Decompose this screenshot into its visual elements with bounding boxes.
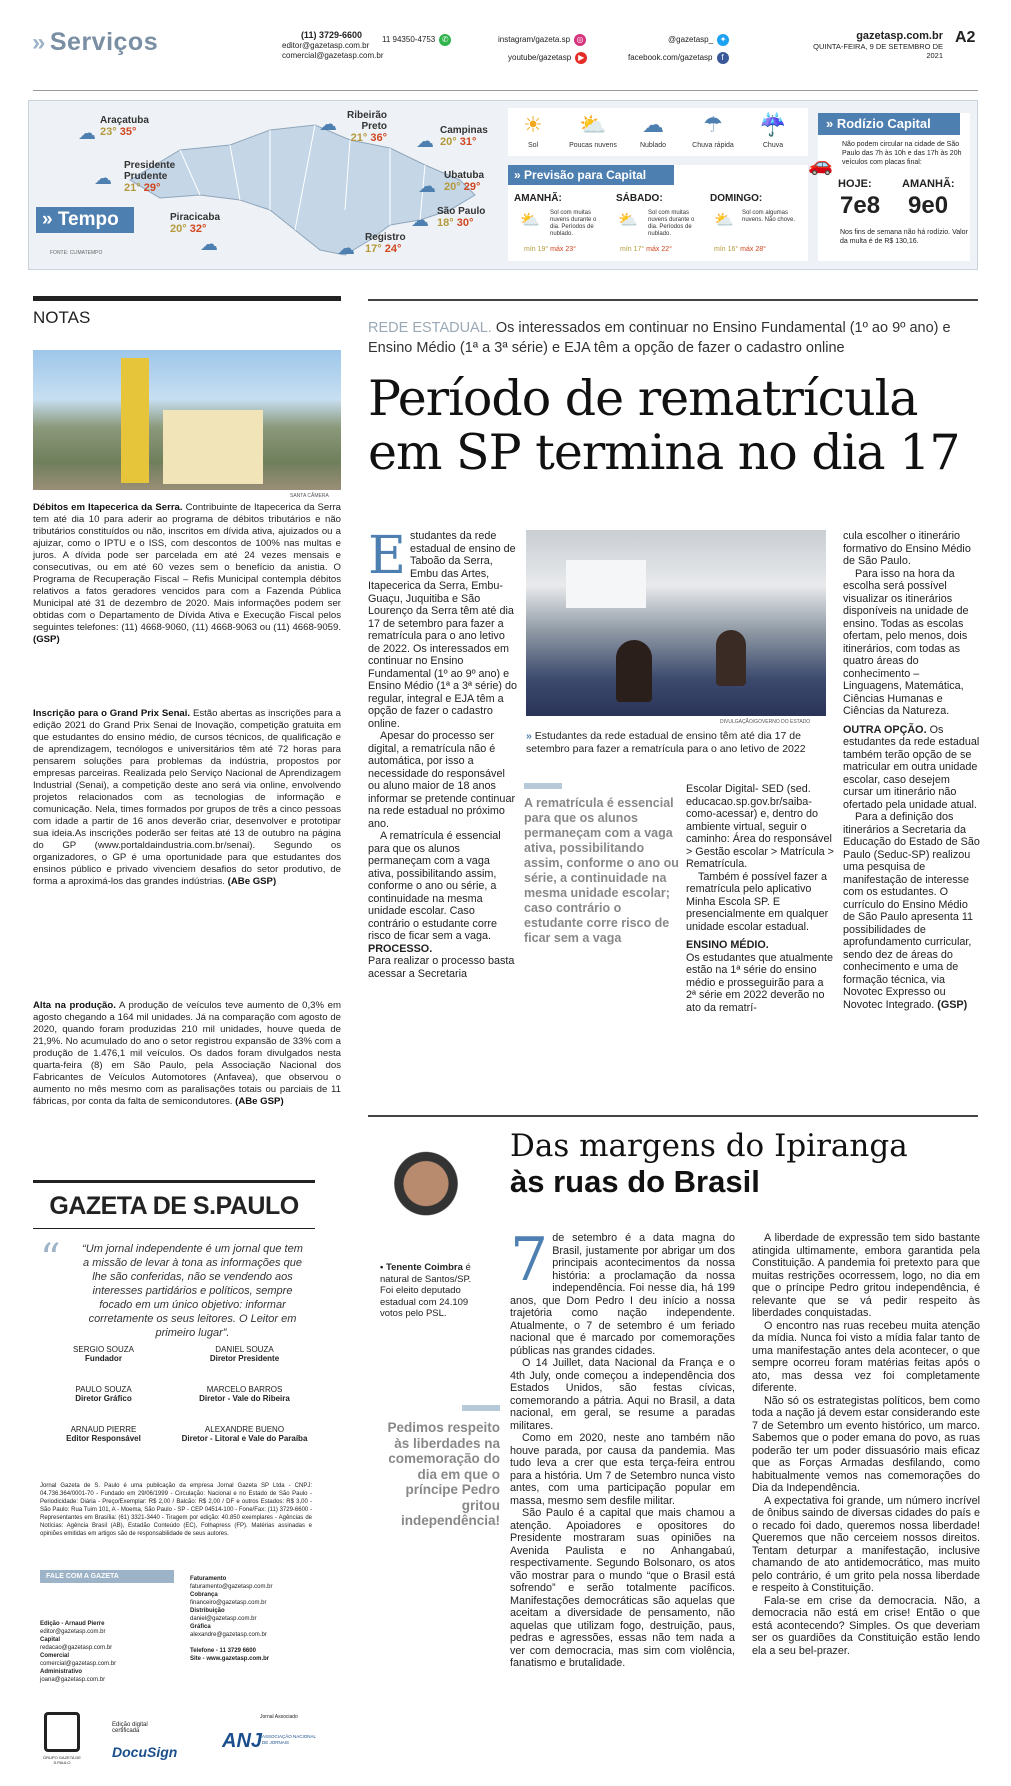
legend-rain: ☔ Chuva [748,108,798,149]
instagram-icon: ◎ [574,34,586,46]
student-figure [716,630,746,686]
editor-email[interactable]: editor@gazetasp.com.br [282,41,370,50]
youtube-link[interactable]: youtube/gazetasp ▶ [508,52,587,64]
double-chevron-icon: » [826,116,837,131]
grupo-gazeta-logo [44,1712,80,1752]
notas-photo-credit: SANTA CÂMERA [290,493,329,499]
article-headline: Período de rematrícula em SP termina no dia 17 [368,370,960,481]
cloud-icon: ☁ [642,112,664,137]
sun-cloud-icon: ☁ [411,210,429,230]
sun-cloud-icon: ☁ [418,176,436,196]
rain-cloud-icon: ☂ [703,112,723,137]
gazeta-motto: “Um jornal independente é um jornal que tem a missão de levar à tona as informações que lhe são conferidas, não se vendendo aos interesses partidários e políticos, sempre focado em um único objetivo: informar corretamente os seus leitores. O Leitor em primeiro lugar”. [82,1243,303,1339]
header-divider [33,90,978,91]
gazeta-contacts-left: Edição - Arnaud Pierre editor@gazetasp.com.br Capital redacao@gazetasp.com.br Comercial comercial@gazetasp.com.br Administrativo joana@gazetasp.com.br [40,1621,117,1683]
city-piracicaba: Piracicaba 20° 32° ☁ [170,212,221,254]
rain-icon: ☔ [759,112,787,137]
sun-cloud-icon: ⛅ [520,212,540,229]
sun-cloud-icon: ☁ [94,168,112,188]
double-chevron-icon: » [514,168,525,182]
weather-source: FONTE: CLIMATEMPO [50,250,103,256]
pull-quote: A rematrícula é essencial para que os alunos permaneçam com a vaga ativa, possibilitando assim, conforme o ano ou série, a continuidade na mesma unidade escolar; caso contrário o estudante corre risco de ficar sem a vaga [524,796,679,945]
opinion-col-2: A liberdade de expressão tem sido bastante atingida ultimamente, embora garantida pela Constituição. A pandemia foi pretexto para que muitas restrições ocorressem, logo, no dia em que o príncipe Pedro gritou independência, é relevante que se vá pedir respeito às liberdades conquistadas. O encontro nas ruas recebeu muita atenção da mídia. Nunca foi visto a mídia falar tanto de uma manifestação antes dela acontecer, o que sempre ocorreu foram matérias feitas após o ato, mas dessa vez foi completamente diferente. Não só os estrategistas políticos, bem como toda a nação já devem estar considerando este 7 de Setembro um evento histórico, um marco. Sabemos que o poder emana do povo, as ruas poderão ter um poder dissuasório mais eficaz que as Forças Armadas desfilando, como habitualmente vemos nas comemorações do Dia da Independência. A expectativa foi grande, um número incrível de ônibus saindo de diversas cidades do país e o recado foi dado, queremos nossa liberdade! Queremos que não cerceiem nossos direitos. Tentam deturpar a manifestação, inclusive chamando de ato antidemocrático, mas muito pelo contrário, é um grito pela nossa liberdade e respeito à Constituição. Fala-se em crise da democracia. Não, a democracia não está em crise! Então o que está acontecendo? Simples. Os que deveriam ser os guardiões da Constituição estão lendo ela a seu bel-prazer. [752,1232,980,1657]
edicao-digital-label: Edição digital certificada [112,1722,148,1734]
legend-cloudy: ☁ Nublado [628,108,678,149]
sun-cloud-icon: ⛅ [579,112,607,137]
instagram-link[interactable]: instagram/gazeta.sp ◎ [498,34,586,46]
whatsapp-icon: ✆ [439,34,451,46]
city-aracatuba: ☁ Araçatuba 23° 35° [78,115,149,143]
docusign-logo: DocuSign [112,1744,178,1760]
quote-mark-icon: “ [40,1236,61,1282]
tempo-label: » Tempo [36,207,134,233]
sun-cloud-icon: ☁ [416,131,434,151]
anj-logo: ANJ [222,1730,263,1752]
city-registro: ☁ Registro 17° 24° [337,232,406,258]
article-col-1: Estudantes da rede estadual de ensino de Taboão da Serra, Embu das Artes, Itapecerica da Serra, Embu-Guaçu, Juquitiba e São Lourenço da Serra têm até dia 17 de setembro para fazer a rematrícula para o ano letivo de 2022. Os interessados em continuar no Ensino Fundamental (1º ao 9º ano) e Ensino Médio (1ª a 3ª série) do regular, integral e EJA têm a opção de fazer o cadastro online. Apesar do processo ser digital, a rematrícula não é automática, por isso a necessidade do responsável ou aluno maior de 18 anos informar se pretende continuar na rede estadual no próximo ano. A rematrícula é essencial para que os alunos permaneçam com a vaga ativa, possibilitando assim, conforme o ano ou série, a continuidade na mesma unidade escolar. Caso contrário o estudante corre risco de ficar sem a vaga. PROCESSO. Para realizar o processo basta acessar a Secretaria [368,526,518,980]
edition-date: QUINTA-FEIRA, 9 DE SETEMBRO DE 2021 [813,42,943,60]
sun-cloud-icon: ☁ [319,114,337,134]
gazeta-legal-text: Jornal Gazeta de S. Paulo é uma publicação da empresa Jornal Gazeta SP Ltda - CNPJ: 04.736.364/0001-70 - Fundado em 29/06/1999 - Circulação: Nacional e no Estado de São Paulo - Periodicidade: Diária - Preço/Exemplar: R$ 2,00 / Balcão: R$ 2,00 / DF e outros Estados: R$ 3,00 - São Paulo: Rua Tuim 101, A - Moema, São Paulo - SP - CEP 04514-100 - Fone/Fax: (11) 3729-6600 - Representantes em Brasília: (61) 3321-3440 - Tiragem por edição: 40.850 exemplares - Agências de Notícias: Agência Brasil (AB), Estadão Conteúdo (EC), Folhapress (FP). Matérias assinadas e opiniões emitidas em artigos são de responsabilidade de seus autores. [40,1483,312,1537]
gazeta-divider [33,1228,315,1229]
article-lead-paragraph: Estudantes da rede estadual de ensino de Taboão da Serra, Embu das Artes, Itapecerica da Serra, Embu-Guaçu, Juquitiba e São Lourenço da Serra têm até dia 17 de setembro para fazer a rematrícula para o ano letivo de 2022. Os interessados em continuar no Ensino Fundamental (1º ao 9º ano) e Ensino Médio (1ª a 3ª série) do regular, integral e EJA têm a opção de fazer o cadastro online. [368,526,518,730]
photo-credit: DIVULGAÇÃO/GOVERNO DO ESTADO [720,719,811,725]
jornal-associado-label: Jornal Associado [260,1714,298,1720]
legend-quick-rain: ☂ Chuva rápida [688,108,738,149]
grupo-gazeta-label: GRUPO GAZETA DE S.PAULO [43,1755,81,1765]
sun-cloud-icon: ☁ [200,234,218,254]
anj-subtitle: ASSOCIAÇÃO NACIONAL DE JORNAIS [262,1734,316,1745]
rodizio-amanha-value: 9e0 [908,192,949,219]
quote-bar [524,783,562,789]
article-col-3: Escolar Digital- SED (sed. educacao.sp.gov.br/saiba-como-acessar) e, dentro do ambiente virtual, seguir o caminho: Área do responsável > Gestão escolar > Matrícula > Rematrícula. Também é possível fazer a rematrícula pelo aplicativo Minha Escola SP. E presencialmente em qualquer unidade escolar estadual. ENSINO MÉDIO. Os estudantes que atualmente estão na 1ª série do ensino médio e prosseguirão para a 2ª série em 2022 deverão no ato da rematrí- [686,783,834,1014]
nota-3: Alta na produção. A produção de veículos teve aumento de 0,3% em agosto chegando a 164 mil unidades. Já na comparação com agosto de 2020, quando foram produzidas 210 mil unidades, houve queda de 21,9%. No acumulado do ano o setor registrou expansão de 33% com a produção de 1.476,1 mil veículos. Os dados foram divulgados nesta quarta-feira (8) em São Paulo, pela Associação Nacional dos Fabricantes de Veículos Automotores (Anfavea), que observou o aumento no mês mesmo com as paralisações totais ou parciais de 11 fábricas, por conta da falta de semicondutores. (ABe GSP) [33,1000,341,1107]
fale-com-gazeta: FALE COM A GAZETA [40,1570,174,1583]
rodizio-text: Não podem circular na cidade de São Paulo das 7h às 10h e das 17h às 20h veículos com placas final: [842,141,962,166]
facebook-icon: f [717,52,729,64]
sun-cloud-icon: ☁ [78,123,96,143]
opinion-headline: Das margens do Ipiranga às ruas do Brasil [510,1128,908,1199]
rodizio-note: Nos fins de semana não há rodízio. Valor da multa é de R$ 130,16. [840,229,968,245]
notas-top-bar [33,296,341,301]
city-ribeirao-preto: ☁ Ribeirão Preto 21° 36° [319,110,388,144]
double-chevron-icon: » [526,730,535,742]
legend-few-clouds: ⛅ Poucas nuvens [568,108,618,149]
forecast-days: AMANHÃ: Sol com muitas nuvens durante o dia. Períodos de nublado. ⛅ mín 19° máx 23° SÁBADO: Sol com muitas nuvens durante o dia. Períodos de nublado. ⛅ mín 17° máx 22° DOMINGO: Sol com algumas nuvens. Não chove. ⛅ mín 16° máx 28° [514,193,796,253]
youtube-icon: ▶ [575,52,587,64]
weather-legend [508,108,808,156]
car-icon: 🚗 [808,154,833,176]
drop-cap: E [368,526,406,586]
sun-cloud-icon: ⛅ [618,212,638,229]
twitter-link[interactable]: @gazetasp_ ✦ [668,34,729,46]
author-name: • Tenente Coimbra [380,1262,463,1273]
gazeta-contacts-right: Faturamento faturamento@gazetasp.com.br Cobrança financeiro@gazetasp.com.br Distribuição daniel@gazetasp.com.br Gráfica alexandre@gazetasp.com.br Telefone - 11 3729 6600 Site - www.gazetasp.com.br [190,1576,273,1662]
city-campinas: ☁ Campinas 20° 31° [416,125,488,151]
nota-2: Inscrição para o Grand Prix Senai. Estão abertas as inscrições para a edição 2021 do Grand Prix Senai de Inovação, competição gratuita em que estudantes do ensino médio, de cursos técnicos, de qualificação e de aprendizagem, tecnólogos e universitários têm até 72 horas para pensarem soluções para problemas da indústria, propostos por empresas parceiras. Realizada pelo Serviço Nacional de Aprendizagem Industrial (Senai), a competição deste ano será via online, envolvendo projetos relacionados com as tecnologias de informação e comunicação. Nela, times formados por grupos de três a cinco pessoas com idade a partir de 16 anos deverão criar, desenvolver e prototipar sua ideia.As inscrições poderão ser feitas até 13 de outubro na página do GP (www.portaldaindustria.com.br/senai). Segundo os organizadores, o GP é uma oportunidade para que estudantes dos ensinos público e privado vivenciem desafios do setor produtivo, de forma a aproximá-los das grandes indústrias. (ABe GSP) [33,708,341,887]
author-portrait [372,1138,480,1258]
student-figure [616,640,652,702]
article-col-4: cula escolher o itinerário formativo do Ensino Médio de São Paulo. Para isso na hora da escolha será possível visualizar os itinerários disponíveis na unidade de ensino. Todas as escolas ofertam, pelo menos, dois itinerários, com todas as quatro áreas do conhecimento – Linguagens, Matemática, Ciências Humanas e Ciências da Natureza. OUTRA OPÇÃO. Os estudantes da rede estadual também terão opção de se matricular em outra unidade escolar, caso desejem cursar um itinerário não ofertado pela unidade atual. Para a definição dos itinerários a Secretaria da Educação do Estado de São Paulo (Seduc-SP) realizou uma pesquisa de manifestação de interesse com os estudantes. O currículo do Ensino Médio de São Paulo apresenta 11 possibilidades de aprofundamento curricular, sendo dez de áreas do conhecimento e uma de formação técnica, via Novotec Expresso ou Novotec Integrado. (GSP) [843,530,980,1011]
masthead-info [798,30,943,60]
rodizio-title: » Rodízio Capital [818,113,960,135]
nota-1: Débitos em Itapecerica da Serra. Contribuinte de Itapecerica da Serra tem até dia 10 para aderir ao programa de débitos tributários e não tributários constituídos ou não, inscritos em dívida ativa, ajuizados ou a ajuizar, como o IPTU e o ISS, com descontos de 100% nas multas e juros. A dívida pode ser parcelada em até 24 vezes mensais e consecutivas, ou em até 60 vezes sem o benefício da anistia. O Programa de Recuperação Fiscal – Refis Municipal contempla débitos relativos a fatos geradores vencidos para com a Fazenda Pública Municipal até 31 de dezembro de 2020. Mais informações podem ser obtidas com o Departamento de Dívida Ativa e Execução Fiscal pelos seguintes telefones: (11) 4668-9060, (11) 4668-9063 ou (11) 4668-9059. (GSP) [33,502,341,645]
city-presidente-prudente: ☁ Presidente Prudente 21° 29° [94,160,176,194]
whatsapp-contact[interactable]: 11 94350-4753 ✆ [382,34,451,46]
quote-bar [462,1405,500,1411]
city-ubatuba: ☁ Ubatuba 20° 29° [418,170,484,196]
page-number: A2 [955,29,976,46]
notas-title: NOTAS [33,308,91,327]
article-top-rule [368,299,978,301]
city-sao-paulo: ☁ São Paulo 18° 30° [411,206,486,230]
rodizio-hoje-label: HOJE: [838,178,872,190]
article-kicker: REDE ESTADUAL. Os interessados em continuar no Ensino Fundamental (1º ao 9º ano) e Ensino Médio (1ª a 3ª série) e EJA têm a opção de fazer o cadastro online [368,320,951,356]
classroom-photo [526,530,826,716]
facebook-link[interactable]: facebook.com/gazetasp f [628,52,729,64]
rodizio-amanha-label: AMANHÃ: [902,178,955,190]
opinion-col-1: 7 de setembro é a data magna do Brasil, justamente por abrigar um dos principais acontecimentos da nossa história: a proclamação da nossa independência. Foi nesse dia, há 199 anos, que Dom Pedro I deu início a nossa trajetória como nação independente. Atualmente, o 7 de setembro é um feriado nacional que é marcado por comemorações públicas nas grandes cidades. O 14 Juillet, data Nacional da França e o 4th July, onde começou a independência dos Estados Unidos, são festas cívicas, comemorando a pátria. Aqui no Brasil, a data nacional, em geral, se resume a paradas militares. Como em 2020, neste ano também não houve parada, por causa da pandemia. Mas tudo leva a crer que esta terça-feira entrou para a história. Um 7 de Setembro nunca visto antes, com uma participação popular em massa, mesmo sem desfile militar. São Paulo é a capital que mais chamou a atenção. Apoiadores e opositores do Presidente mostraram suas opiniões na Avenida Paulista e no Anhangabaú, respectivamente. Segundo Bolsonaro, os atos vão mostrar para o mundo “que o Brasil está sofrendo” e serão totalmente pacíficos. Manifestações democráticas são aquelas que aceitam a diversidade de pensamento, não aquelas que utilizam fogo, destruição, paus, pedras e agressões, essas não tem nada a ver com democracia, mas sim com violência, fanatismo e brutalidade. [510,1225,735,1669]
clock-tower [121,358,149,483]
forecast-title: » Previsão para Capital [508,165,674,185]
sun-icon: ☀ [523,112,543,137]
gazeta-logo-text: GAZETA DE S.PAULO [49,1192,299,1220]
photo-caption: » Estudantes da rede estadual de ensino têm até dia 17 de setembro para fazer a rematrícula para o ano letivo de 2022 [526,730,806,755]
projection-screen [566,560,646,608]
opinion-pull-quote: Pedimos respeito às liberdades na comemoração do dia em que o príncipe Pedro gritou independência! [387,1420,500,1528]
site-name[interactable]: gazetasp.com.br [856,30,943,42]
contact-block: (11) 3729-6600 editor@gazetasp.com.br comercial@gazetasp.com.br [282,30,384,60]
notas-photo [33,350,341,490]
drop-cap: 7 [510,1225,549,1295]
sun-cloud-icon: ☁ [337,238,355,258]
section-title: » Serviços [32,28,159,56]
church-building [163,410,263,484]
author-bio: • Tenente Coimbra é natural de Santos/SP. Foi eleito deputado estadual com 24.109 votos pelo PSL. [380,1262,472,1319]
double-chevron-icon: » [32,29,46,56]
legend-sun: ☀ Sol [508,108,558,149]
double-chevron-icon: » [42,209,58,230]
comercial-email[interactable]: comercial@gazetasp.com.br [282,51,384,60]
opinion-top-rule [368,1115,978,1117]
twitter-icon: ✦ [717,34,729,46]
rodizio-hoje-value: 7e8 [840,192,881,219]
sun-cloud-icon: ⛅ [714,212,734,229]
